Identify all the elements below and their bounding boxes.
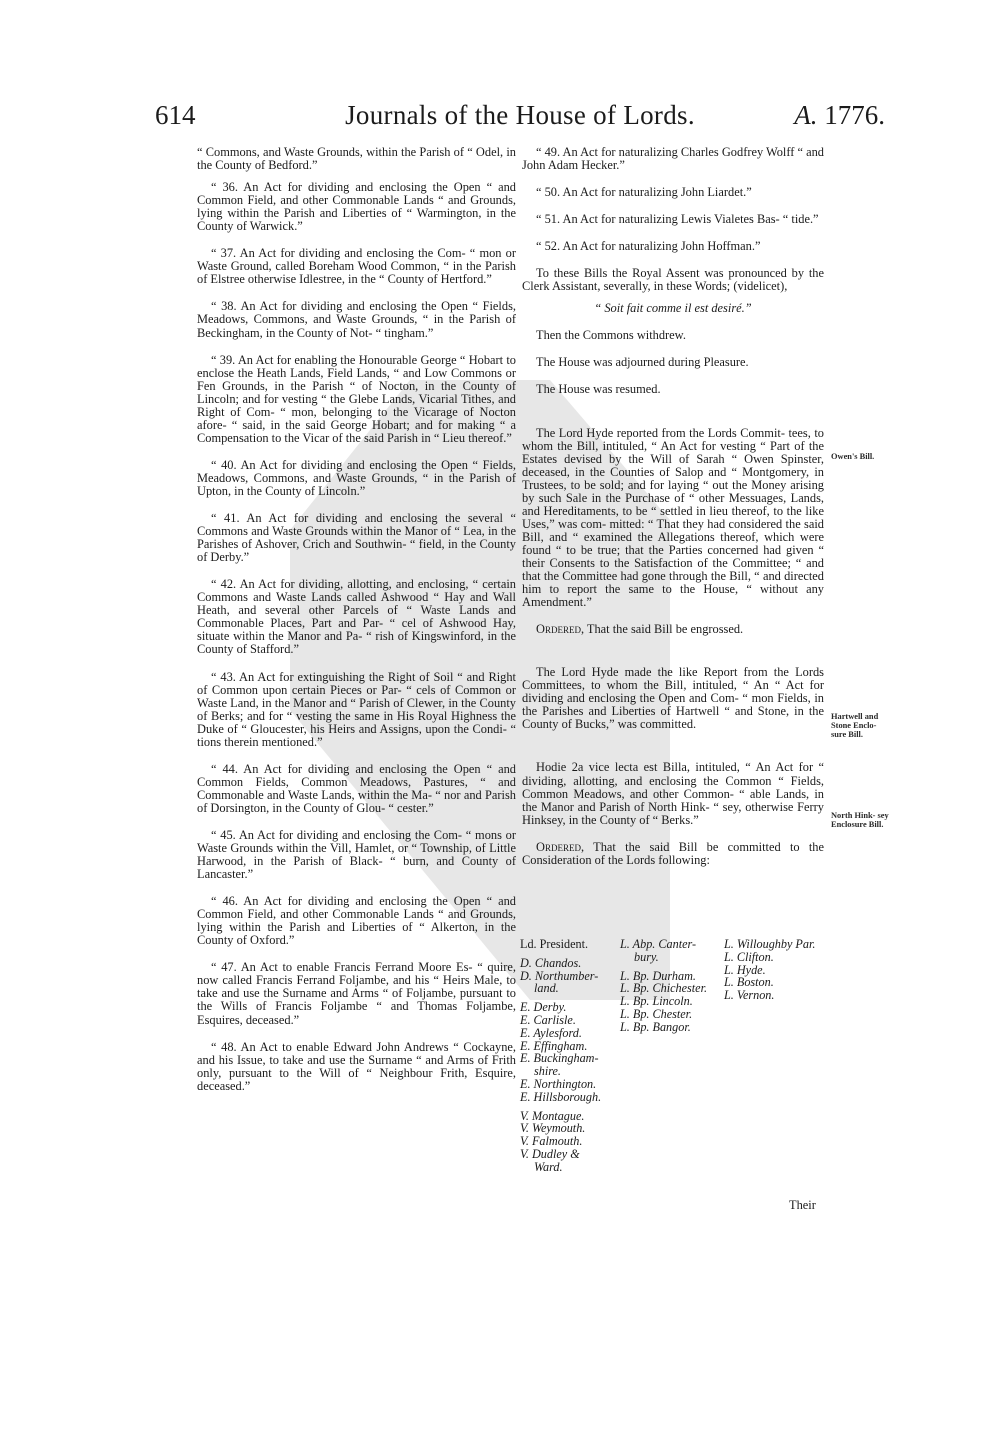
lord-name: land. <box>534 981 559 996</box>
lord-name: L. Clifton. <box>724 949 774 964</box>
act-paragraph: “ 39. An Act for enabling the Honourable George “ Hobart to enclose the Heath Lands, Field Lands, “ and Low Commons or Fen Grounds, in the Parish “ of Nocton, in the County of Lincoln; and for vesting “ the Glebe Lands, Vicarial Tithes, and Right of Com- “ mon, belonging to the Vicarage of Nocton afore- “ said, in the said George Hobart; and for making “ a Compensation to the Vicar of the said Parish in “ Lieu thereof.” <box>197 352 516 445</box>
lord-name: E. Buckingham- <box>520 1051 599 1066</box>
act-paragraph: “ 49. An Act for naturalizing Charles Godfrey Wolff “ and John Adam Hecker.” <box>522 145 824 173</box>
act-paragraph: “ 42. An Act for dividing, allotting, and enclosing, “ certain Commons and Waste Lands called Ashwood “ Hay and Wall Heath, and several other Parcels of “ Waste Lands and Commonable Places, Part and Par- “ cel of Ashwood Hay, situate within the Manor and Pa- “ rish of Kingswinford, in the County of Stafford.” <box>197 577 516 657</box>
ordered-committed <box>522 841 824 867</box>
act-paragraph: “ 40. An Act for dividing and enclosing the Open “ Fields, Meadows, Commons, and Waste Grounds, “ in the Parish of Upton, in the County of Lincoln.” <box>197 457 516 498</box>
page-number: 614 <box>155 100 196 130</box>
act-paragraph: “ 37. An Act for dividing and enclosing the Com- “ mon or Waste Ground, called Boreham Wood Common, “ in the Parish of Elstree otherwise Idlestree, in the “ County of Hertford.” <box>197 246 516 287</box>
ordered-text: That the said Bill be committed to the Consideration of the Lords following: <box>522 839 825 867</box>
act-paragraph: “ 48. An Act to enable Edward John Andrews “ Cockayne, and his Issue, to take and use the Surname “ and Arms of Frith only, pursuant to the Will of “ Neighbour Frith, Esquire, deceased.” <box>197 1039 516 1093</box>
lord-name: L. Bp. Chichester. <box>620 981 708 996</box>
lord-name: shire. <box>534 1064 561 1079</box>
lord-name: V. Weymouth. <box>520 1121 586 1136</box>
act-paragraph: “ 46. An Act for dividing and enclosing the Open “ and Common Field, and other Commonable Lands “ and Grounds, lying within the Parish and Liberties of “ Alkerton, in the County of Oxford.” <box>197 894 516 948</box>
lord-name: Ld. President. <box>520 937 589 951</box>
lord-name: E. Derby. <box>520 1000 567 1015</box>
act-paragraph: “ 43. An Act for extinguishing the Right of Soil “ and Right of Common upon certain Pieces or Par- “ cels of Common or Waste Land, in the Manor and “ Parish of Clewer, in the County of Berks; and for “ vesting the same in His Royal Highness the Duke of “ Gloucester, his Heirs and Assigns, upon the Condi- “ tions therein mentioned.” <box>197 669 516 749</box>
lord-name: V. Montague. <box>520 1108 585 1123</box>
ordered-label: Ordered, <box>536 839 585 854</box>
ordered-label: Ordered, <box>536 622 585 637</box>
lord-name: L. Bp. Bangor. <box>620 1019 691 1034</box>
lord-name: E. Northington. <box>520 1076 597 1091</box>
act-paragraph: “ 41. An Act for dividing and enclosing the several “ Commons and Waste Grounds within the Manor of “ Lea, in the Parishes of Ashover, Crich and Southwin- “ field, in the County of Derby.” <box>197 511 516 565</box>
page-header <box>155 100 885 140</box>
lords-column-2 <box>620 938 728 1034</box>
lord-name: E. Aylesford. <box>520 1025 582 1040</box>
lord-name: E. Hillsborough. <box>520 1089 602 1104</box>
ordered-text: That the said Bill be engrossed. <box>586 622 744 637</box>
act-paragraph: “ 36. An Act for dividing and enclosing the Open “ and Common Field, and other Commonable Lands “ and Grounds, lying within the Parish and Liberties of “ Warmington, in the County of Warwick.” <box>197 180 516 234</box>
lord-name: L. Hyde. <box>724 962 766 977</box>
year-value: 1776. <box>824 100 885 130</box>
margin-note-hartwell: Hartwell and Stone Enclo- sure Bill. <box>831 712 879 739</box>
lord-name: L. Boston. <box>724 975 774 990</box>
royal-assent-paragraph: To these Bills the Royal Assent was pronounced by the Clerk Assistant, severally, in these Words; (videlicet), <box>522 266 824 294</box>
margin-note-owen: Owen's Bill. <box>831 452 875 461</box>
lords-column-3 <box>724 938 840 1002</box>
hartwell-bill-report: The Lord Hyde made the like Report from the Lords Committees, to whom the Bill, intituled, “ An “ Act for dividing and enclosing the Open and Com- “ mon Fields, in the Parishes and Liberties of Hartwell “ and Stone, in the County of Bucks,” was committed. <box>522 665 824 732</box>
lord-name: V. Falmouth. <box>520 1134 583 1149</box>
commons-withdrew: Then the Commons withdrew. <box>536 328 686 343</box>
lord-name: E. Carlisle. <box>520 1012 576 1027</box>
lord-name: E. Effingham. <box>520 1038 588 1053</box>
act-paragraph: “ 38. An Act for dividing and enclosing the Open “ Fields, Meadows, Commons, and Waste Grounds, “ in the Parish of Beckingham, in the County of Not- “ tingham.” <box>197 299 516 340</box>
lord-name: L. Bp. Chester. <box>620 1006 693 1021</box>
house-adjourned: The House was adjourned during Pleasure. <box>536 355 749 370</box>
act-paragraph: “ 47. An Act to enable Francis Ferrand Moore Es- “ quire, now called Francis Ferrand Foljambe, and his “ Heirs Male, to take and use the Surname and Arms “ of Foljambe, pursuant to the Wills of Francis Foljambe “ and Thomas Foljambe, Esquires, deceased.” <box>197 960 516 1027</box>
hinksey-bill-reading: Hodie 2a vice lecta est Billa, intituled, “ An Act for “ dividing, allotting, and enclosing the Common “ Fields, Common Meadows, and other Common- “ able Lands, in the Manor and Parish of North Hink- “ sey, otherwise Ferry Hinksey, in the County of “ Berks.” <box>522 760 824 827</box>
lord-name: L. Vernon. <box>724 988 775 1003</box>
act-paragraph: “ 45. An Act for dividing and enclosing the Com- “ mons or Waste Grounds within the Vill, Hamlet, or “ Township, of Little Harwood, in the Parish of Black- “ burn, and County of Lancaster.” <box>197 827 516 882</box>
house-resumed: The House was resumed. <box>536 382 661 397</box>
lord-name: D. Chandos. <box>520 955 582 970</box>
act-paragraph: “ 44. An Act for dividing and enclosing the Open “ and Common Fields, Common Meadows, Pastures, “ and Commonable and Waste Lands, within the Ma- “ nor and Parish of Dorsington, in the County of Glou- “ cester.” <box>197 761 516 815</box>
lord-name: bury. <box>634 949 659 964</box>
ordered-engrossed <box>522 623 824 636</box>
lord-name: Ward. <box>534 1159 563 1174</box>
act-paragraph: “ Commons, and Waste Grounds, within the Parish of “ Odel, in the County of Bedford.” <box>197 145 516 173</box>
lord-name: V. Dudley & <box>520 1146 580 1161</box>
catchword: Their <box>789 1198 816 1212</box>
assent-formula: “ Soit fait comme il est desiré.” <box>594 301 752 316</box>
left-column <box>197 146 516 1102</box>
year <box>794 100 885 131</box>
lord-name: L. Willoughby Par. <box>724 937 816 951</box>
lord-name: L. Bp. Durham. <box>620 968 696 983</box>
act-paragraph: “ 52. An Act for naturalizing John Hoffman.” <box>536 239 761 254</box>
lords-column-1 <box>520 938 620 1174</box>
act-paragraph: “ 50. An Act for naturalizing John Liardet.” <box>536 185 752 200</box>
right-column <box>522 146 824 876</box>
page-title: Journals of the House of Lords. <box>345 100 695 130</box>
year-prefix: A. <box>794 100 818 130</box>
lord-name: D. Northumber- <box>520 968 599 983</box>
lord-name: L. Abp. Canter- <box>620 937 697 951</box>
owen-bill-report: The Lord Hyde reported from the Lords Commit- tees, to whom the Bill, intituled, “ An Act for vesting “ Part of the Estates devised by the Will of Sarah “ Owen Spinster, deceased, in the Counties of Salop and “ Montgomery, in Trustees, to be sold; and for laying “ out the Money arising by such Sale in the Purchase of “ other Messuages, Lands, and Hereditaments, to be “ settled in lieu thereof, to the like Uses,” was com- mitted: “ That they had considered the said Bill, and “ examined the Allegations thereof, which were found “ to be true; that the Parties concerned had given “ their Consents to the Satisfaction of the Committee; “ and that the Committee had gone through the Bill, “ and directed him to report the same to the House, “ without any Amendment.” <box>522 425 824 610</box>
margin-note-hinksey: North Hink- sey Enclosure Bill. <box>831 811 889 829</box>
lord-name: L. Bp. Lincoln. <box>620 994 693 1009</box>
act-paragraph: “ 51. An Act for naturalizing Lewis Vialetes Bas- “ tide.” <box>536 212 819 227</box>
